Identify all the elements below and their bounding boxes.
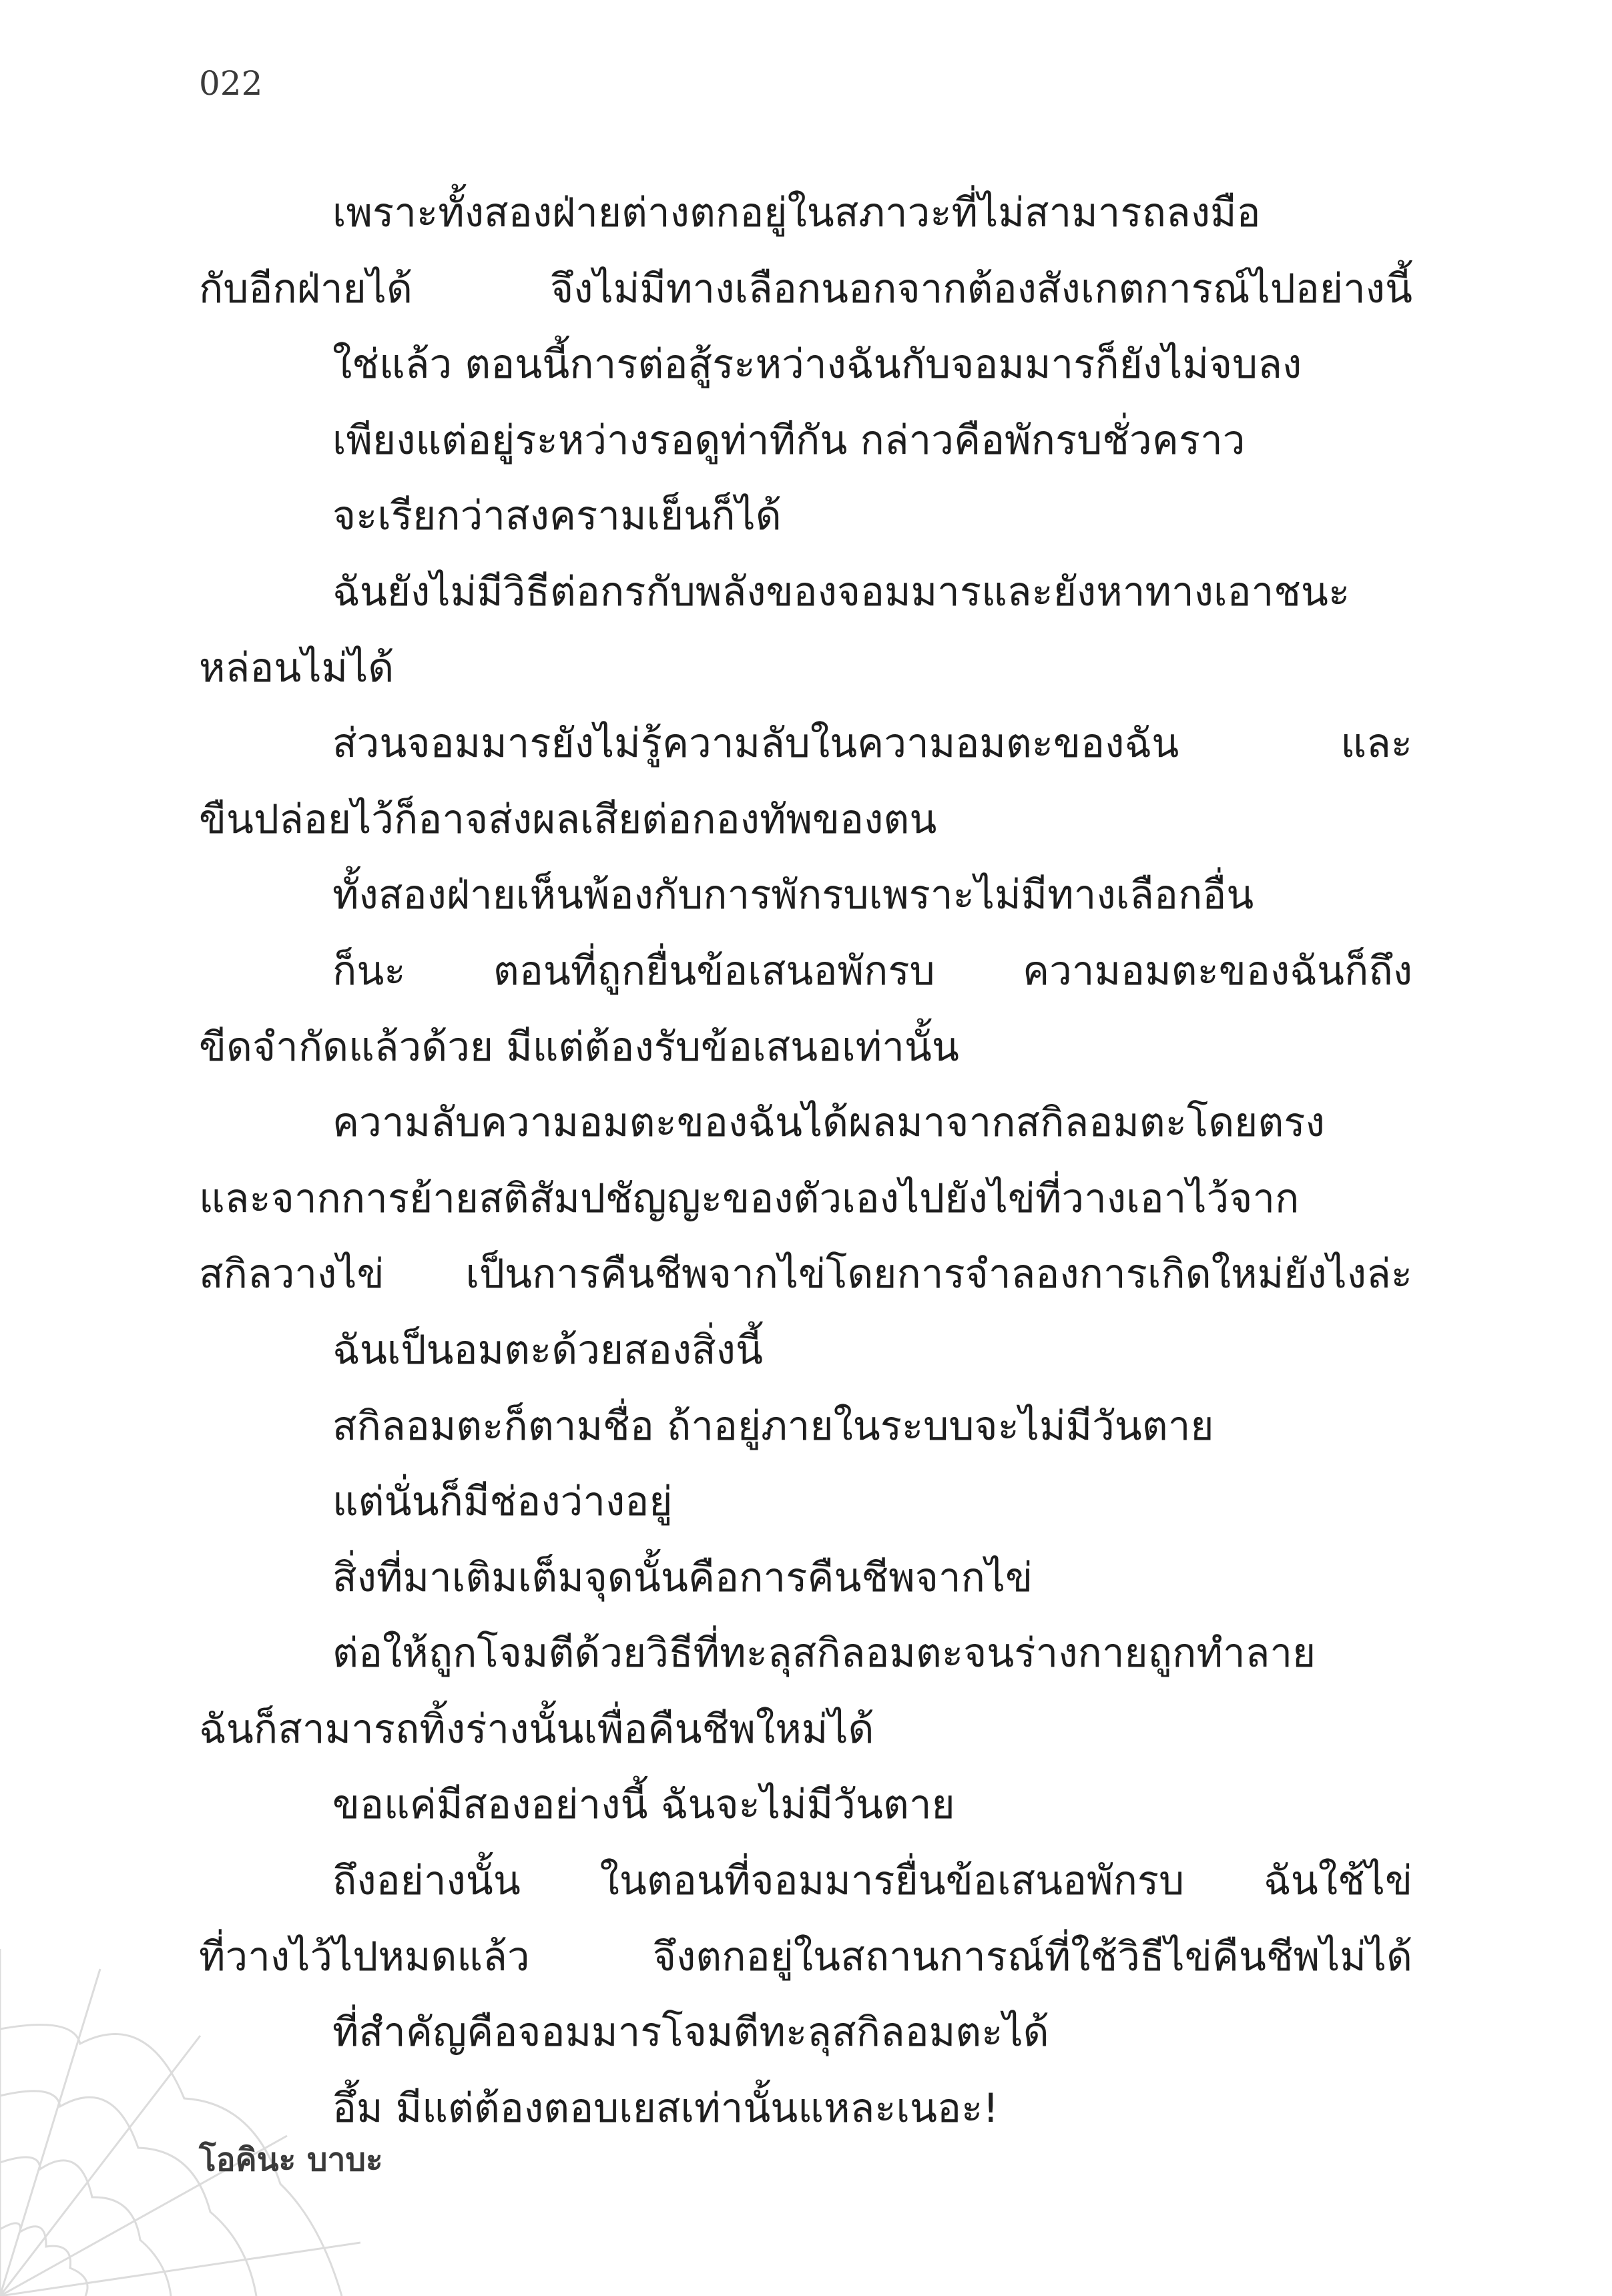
text-line: สกิลอมตะก็ตามชื่อ ถ้าอยู่ภายในระบบจะไม่มีวันตาย	[332, 1402, 1214, 1450]
text-line: ขืนปล่อยไว้ก็อาจส่งผลเสียต่อกองทัพของตน	[199, 796, 937, 843]
text-line: กับอีกฝ่ายได้ จึงไม่มีทางเลือกนอกจากต้องสังเกตการณ์ไปอย่างนี้	[199, 265, 1412, 312]
text-line: ขอแค่มีสองอย่างนี้ ฉันจะไม่มีวันตาย	[332, 1781, 955, 1829]
spider-web-icon	[0, 1949, 374, 2296]
text-line: ส่วนจอมมารยังไม่รู้ความลับในความอมตะของฉัน และ	[332, 720, 1412, 768]
text-line: สกิลวางไข่ เป็นการคืนชีพจากไข่โดยการจำลองการเกิดใหม่ยังไงล่ะ	[199, 1251, 1412, 1298]
page-number: 022	[199, 64, 263, 103]
text-line: แต่นั่นก็มีช่องว่างอยู่	[332, 1478, 673, 1526]
text-line: ความลับความอมตะของฉันได้ผลมาจากสกิลอมตะโดยตรง	[332, 1099, 1325, 1147]
text-line: ที่สำคัญคือจอมมารโจมตีทะลุสกิลอมตะได้	[332, 2009, 1049, 2056]
text-line: ใช่แล้ว ตอนนี้การต่อสู้ระหว่างฉันกับจอมมารก็ยังไม่จบลง	[332, 341, 1302, 388]
body-text	[199, 176, 1412, 2146]
text-line: เพราะทั้งสองฝ่ายต่างตกอยู่ในสภาวะที่ไม่สามารถลงมือ	[332, 190, 1261, 236]
text-line: และจากการย้ายสติสัมปชัญญะของตัวเองไปยังไข่ที่วางเอาไว้จาก	[199, 1175, 1300, 1222]
text-line: ทั้งสองฝ่ายเห็นพ้องกับการพักรบเพราะไม่มีทางเลือกอื่น	[332, 872, 1254, 919]
text-line: อึ้ม มีแต่ต้องตอบเยสเท่านั้นแหละเนอะ!	[332, 2084, 999, 2132]
text-line: ฉันเป็นอมตะด้วยสองสิ่งนี้	[332, 1326, 763, 1374]
text-line: จะเรียกว่าสงครามเย็นก็ได้	[332, 493, 782, 540]
text-line: ฉันยังไม่มีวิธีต่อกรกับพลังของจอมมารและยังหาทางเอาชนะ	[332, 568, 1350, 615]
author-name: โอคินะ บาบะ	[199, 2141, 383, 2179]
text-line: ที่วางไว้ไปหมดแล้ว จึงตกอยู่ในสถานการณ์ที่ใช้วิธีไข่คืนชีพไม่ได้	[199, 1933, 1412, 1980]
text-line: หล่อนไม่ได้	[199, 644, 394, 691]
text-line: เพียงแต่อยู่ระหว่างรอดูท่าทีกัน กล่าวคือพักรบชั่วคราว	[332, 416, 1246, 464]
text-line: ถึงอย่างนั้น ในตอนที่จอมมารยื่นข้อเสนอพักรบ ฉันใช้ไข่	[332, 1857, 1412, 1905]
text-line: ฉันก็สามารถทิ้งร่างนั้นเพื่อคืนชีพใหม่ได้	[199, 1705, 874, 1753]
text-line: ก็นะ ตอนที่ถูกยื่นข้อเสนอพักรบ ความอมตะของฉันก็ถึง	[332, 947, 1412, 994]
text-line: สิ่งที่มาเติมเต็มจุดนั้นคือการคืนชีพจากไข่	[332, 1554, 1033, 1601]
text-line: ขีดจำกัดแล้วด้วย มีแต่ต้องรับข้อเสนอเท่านั้น	[199, 1023, 959, 1071]
text-line: ต่อให้ถูกโจมตีด้วยวิธีที่ทะลุสกิลอมตะจนร่างกายถูกทำลาย	[332, 1630, 1316, 1677]
